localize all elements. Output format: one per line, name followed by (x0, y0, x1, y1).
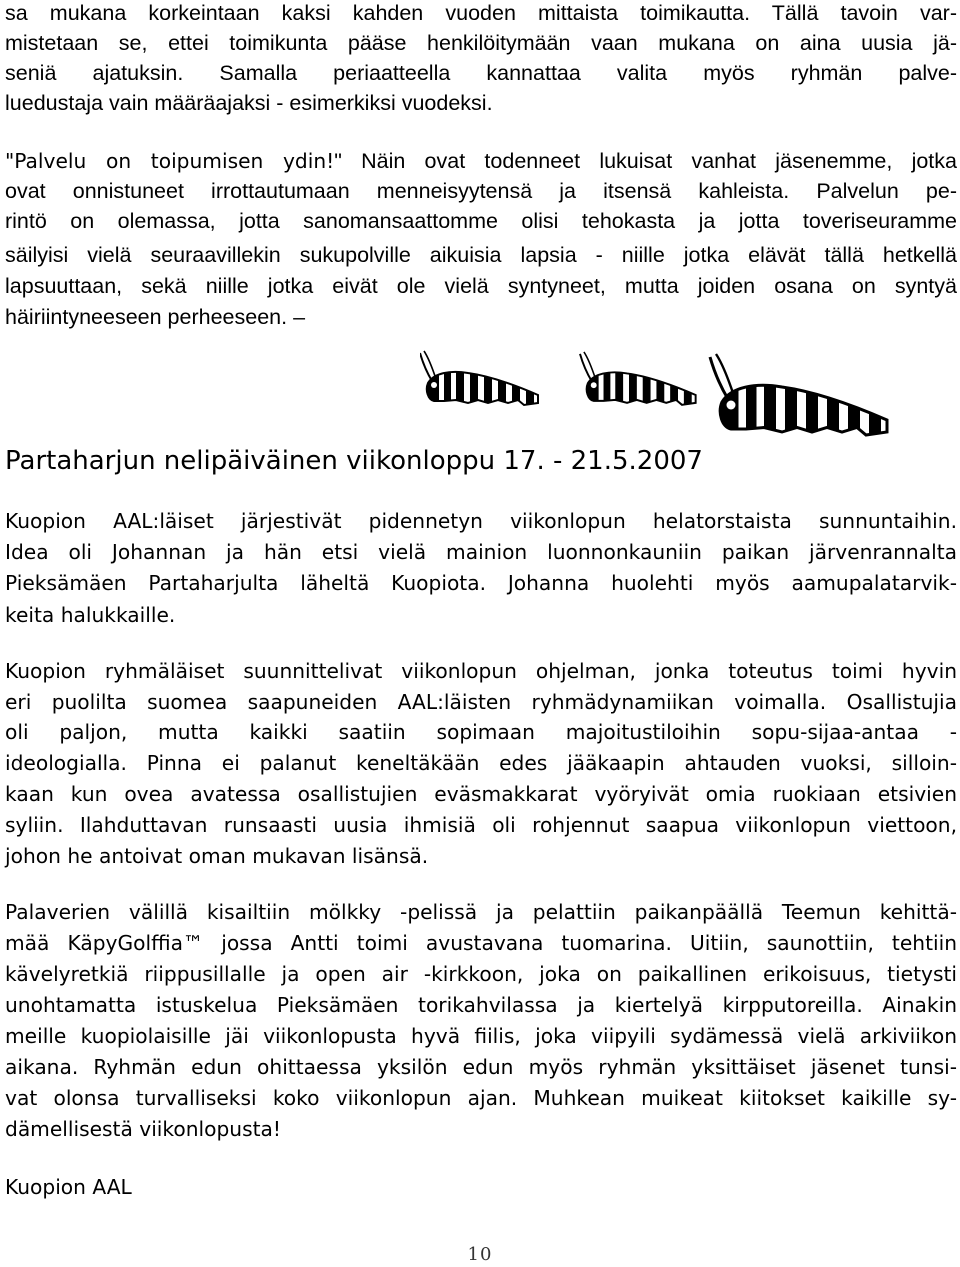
text-line: ovat onnistuneet irrottautumaan menneisyytensä ja itsensä kahleista. Palvelun pe- (5, 179, 957, 203)
text-line: keita halukkaille. (5, 603, 176, 627)
text-line: oli paljon, mutta kaikki saatiin sopimaan majoitustiloihin sopu-sijaa-antaa - (5, 720, 957, 744)
text-line: dämellisestä viikonlopusta! (5, 1117, 282, 1141)
text-line: mää KäpyGolffia™ jossa Antti toimi avustavana tuomarina. Uitiin, saunottiin, tehtiin (5, 931, 957, 955)
signature: Kuopion AAL (5, 1175, 132, 1199)
caterpillar-illustration (420, 345, 900, 440)
text-line: seniä ajatuksin. Samalla periaatteella kannattaa valita myös ryhmän palve- (5, 61, 957, 85)
article-title: Partaharjun nelipäiväinen viikonloppu 17. - 21.5.2007 (5, 446, 703, 476)
text-line: Palaverien välillä kisailtiin mölkky -pelissä ja pelattiin paikanpäällä Teemun kehittä- (5, 900, 957, 924)
text-line: aikana. Ryhmän edun ohittaessa yksilön edun myös ryhmän yksittäiset jäsenet tunsi- (5, 1055, 957, 1079)
text-line: mistetaan se, ettei toimikunta pääse henkilöitymään vaan mukana on aina uusia jä- (5, 31, 957, 55)
text-line: kävelyretkiä riippusillalle ja open air -kirkkoon, joka on paikallinen erikoisuus, tietysti (5, 962, 957, 986)
text-line: häiriintyneeseen perheeseen. – (5, 305, 306, 329)
text-line: luedustaja vain määräajaksi - esimerkiksi vuodeksi. (5, 91, 493, 115)
text-line: johon he antoivat oman mukavan lisänsä. (5, 844, 429, 868)
text-line: lapsuuttaan, sekä niille jotka eivät ole vielä syntyneet, mutta joiden osana on syntyä (5, 274, 957, 298)
text-line: Kuopion AAL:läiset järjestivät pidennetyn viikonlopun helatorstaista sunnuntaihin. (5, 509, 957, 533)
text-line: säilyisi vielä seuraavillekin sukupolville aikuisia lapsia - niille jotka elävät tällä hetkellä (5, 243, 957, 267)
page-number: 10 (467, 1244, 493, 1265)
text-line: Idea oli Johannan ja hän etsi vielä mainion luonnonkauniin paikan järvenrannalta (5, 540, 957, 564)
text-line: eri puolilta suomea saapuneiden AAL:läisten ryhmädynamiikan voimalla. Osallistujia (5, 690, 957, 714)
text-line: rintö on olemassa, jotta sanomansaattomme olisi tehokasta ja jotta toveriseuramme (5, 209, 957, 233)
text-line: Pieksämäen Partaharjulta läheltä Kuopiota. Johanna huolehti myös aamupalatarvik- (5, 571, 957, 595)
text-line: syliin. Ilahduttavan runsaasti uusia ihmisiä oli rohjennut saapua viikonlopun viettoon, (5, 813, 957, 837)
quote-continuation: " Näin ovat todenneet lukuisat vanhat jäsenemme, jotka (334, 149, 957, 173)
text-line: sa mukana korkeintaan kaksi kahden vuoden mittaista toimikautta. Tällä tavoin var- (5, 1, 957, 25)
text-line: unohtamatta istuskelua Pieksämäen torikahvilassa ja kiertelyä kirpputoreilla. Ainakin (5, 993, 957, 1017)
text-line: kaan kun ovea avatessa osallistujien eväsmakkarat vyöryivät omia ruokiaan etsivien (5, 782, 957, 806)
quote-text: "Palvelu on toipumisen ydin! (5, 149, 335, 173)
text-line: Kuopion ryhmäläiset suunnittelivat viikonlopun ohjelman, jonka toteutus toimi hyvin (5, 659, 957, 683)
text-line: ideologialla. Pinna ei palanut keneltäkään edes jääkaapin ahtauden vuoksi, silloin- (5, 751, 957, 775)
text-line: meille kuopiolaisille jäi viikonlopusta hyvä fiilis, joka viipyili sydämessä vielä arkiviikon (5, 1024, 957, 1048)
text-line (5, 146, 957, 176)
text-line: vat olonsa turvalliseksi koko viikonlopun ajan. Muhkean muikeat kiitokset kaikille sy- (5, 1086, 957, 1110)
